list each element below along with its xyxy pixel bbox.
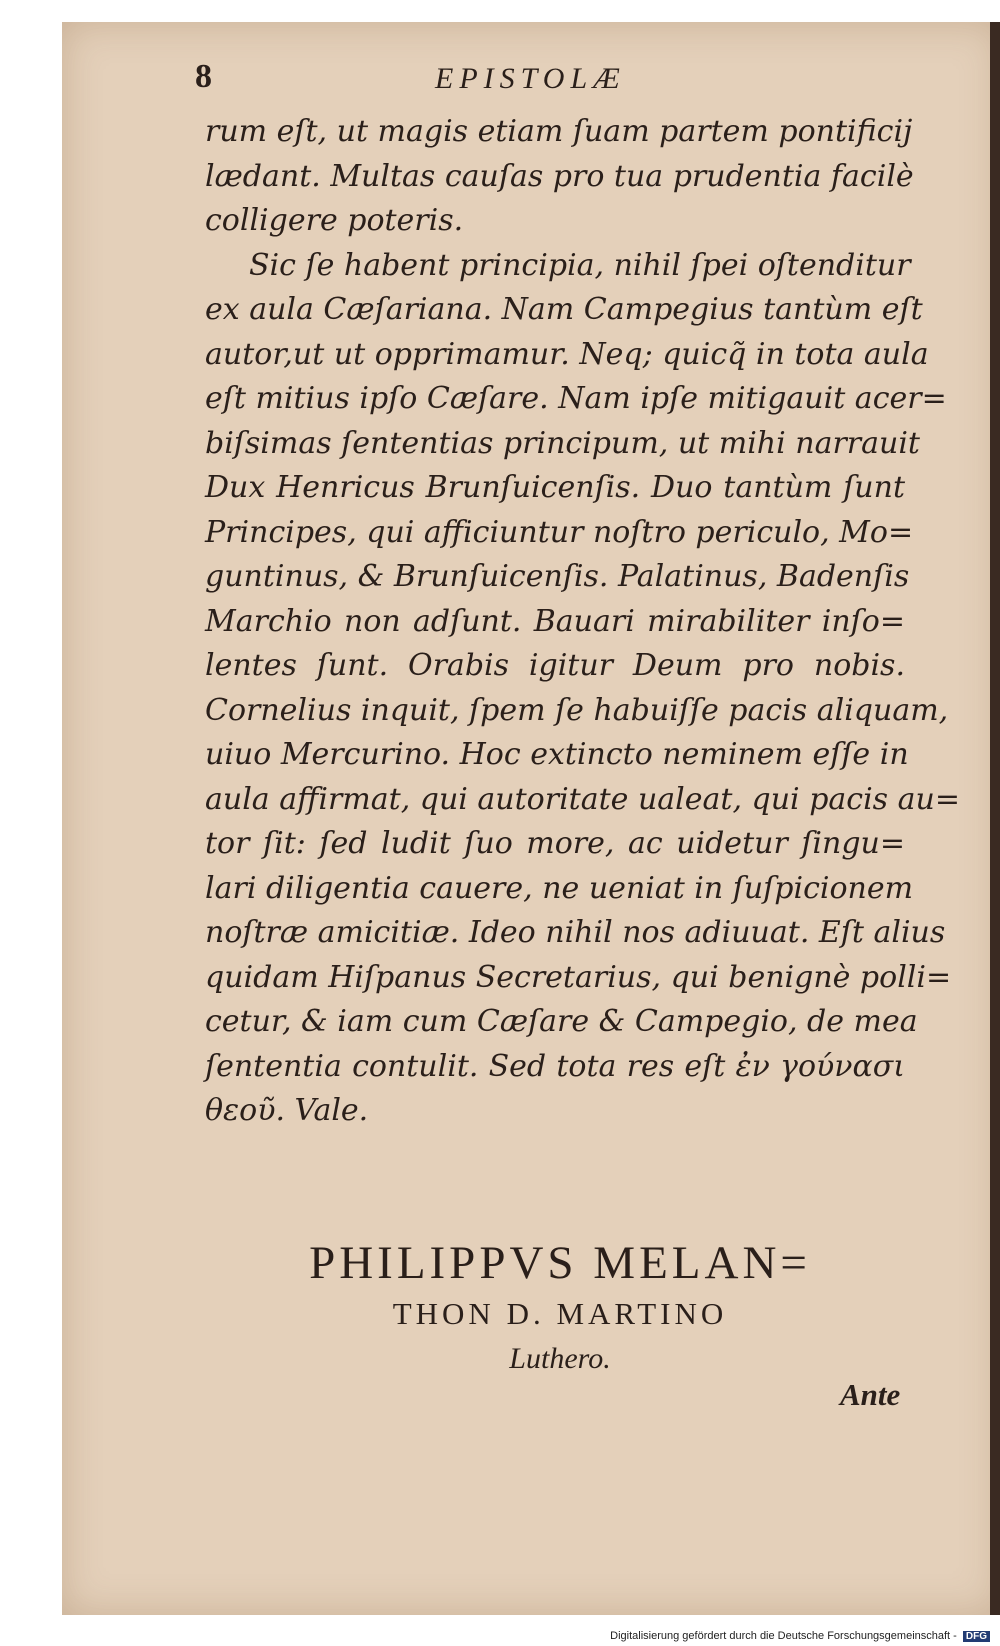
text-line: lædant. Multas cauſas pro tua prudentia facilè xyxy=(205,158,914,194)
text-line: Sic ſe habent principia, nihil ſpei oſtenditur xyxy=(249,247,911,283)
text-line: aula affirmat, qui autoritate ualeat, qui pacis au= xyxy=(205,781,960,817)
letter-body-text xyxy=(205,110,960,1134)
text-line: Dux Henricus Brunſuicenſis. Duo tantùm ſunt xyxy=(205,470,905,505)
text-line: cetur, & iam cum Cæſare & Campegio, de mea xyxy=(205,1004,918,1039)
text-line: rum eſt, ut magis etiam ſuam partem pontificij xyxy=(205,114,913,149)
text-line: eſt mitius ipſo Cæſare. Nam ipſe mitigauit acer= xyxy=(205,381,947,416)
catchword: Ante xyxy=(840,1377,901,1412)
text-line: tor ſit: ſed ludit ſuo more, ac uidetur ſingu= xyxy=(205,826,905,861)
text-line: guntinus, & Brunſuicenſis. Palatinus, Badenſis xyxy=(205,559,910,594)
text-line: noſtræ amicitiæ. Ideo nihil nos adiuuat. Eſt alius xyxy=(205,915,946,950)
text-line: θεοῦ. Vale. xyxy=(205,1093,369,1128)
text-line: quidam Hiſpanus Secretarius, qui benignè polli= xyxy=(205,959,952,995)
text-line: Marchio non adſunt. Bauari mirabiliter inſo= xyxy=(205,603,905,639)
text-line: Cornelius inquit, ſpem ſe habuiſſe pacis aliquam, xyxy=(205,692,949,728)
text-line: biſsimas ſententias principum, ut mihi narrauit xyxy=(205,425,920,461)
text-line: lari diligentia cauere, ne ueniat in ſuſpicionem xyxy=(205,870,914,906)
page-number: 8 xyxy=(195,58,212,95)
page-header xyxy=(195,58,835,118)
text-line: ex aula Cæſariana. Nam Campegius tantùm eſt xyxy=(205,292,923,327)
digitization-footer xyxy=(610,1630,990,1642)
dfg-logo: DFG xyxy=(963,1631,990,1642)
heading-sender: PHILIPPVS MELAN= xyxy=(309,1237,811,1289)
text-line: lentes ſunt. Orabis igitur Deum pro nobis. xyxy=(205,648,905,683)
book-spine-edge xyxy=(990,22,1000,1615)
text-line: autor,ut ut opprimamur. Neq; quicq̃ in tota aula xyxy=(205,336,929,372)
text-line: ſententia contulit. Sed tota res eſt ἐν γούνασι xyxy=(205,1048,905,1084)
text-line: uiuo Mercurino. Hoc extincto neminem eſſe in xyxy=(205,737,909,772)
letter-heading xyxy=(200,1235,920,1381)
heading-recipient-name: Luthero. xyxy=(509,1342,611,1375)
text-line: Principes, qui afficiuntur noſtro periculo, Mo= xyxy=(205,514,914,550)
footer-text: Digitalisierung gefördert durch die Deutsche Forschungsgemeinschaft - xyxy=(610,1630,957,1642)
running-head: EPISTOLÆ xyxy=(435,62,626,95)
heading-recipient: THON D. MARTINO xyxy=(392,1296,728,1331)
text-line: colligere poteris. xyxy=(205,203,464,238)
